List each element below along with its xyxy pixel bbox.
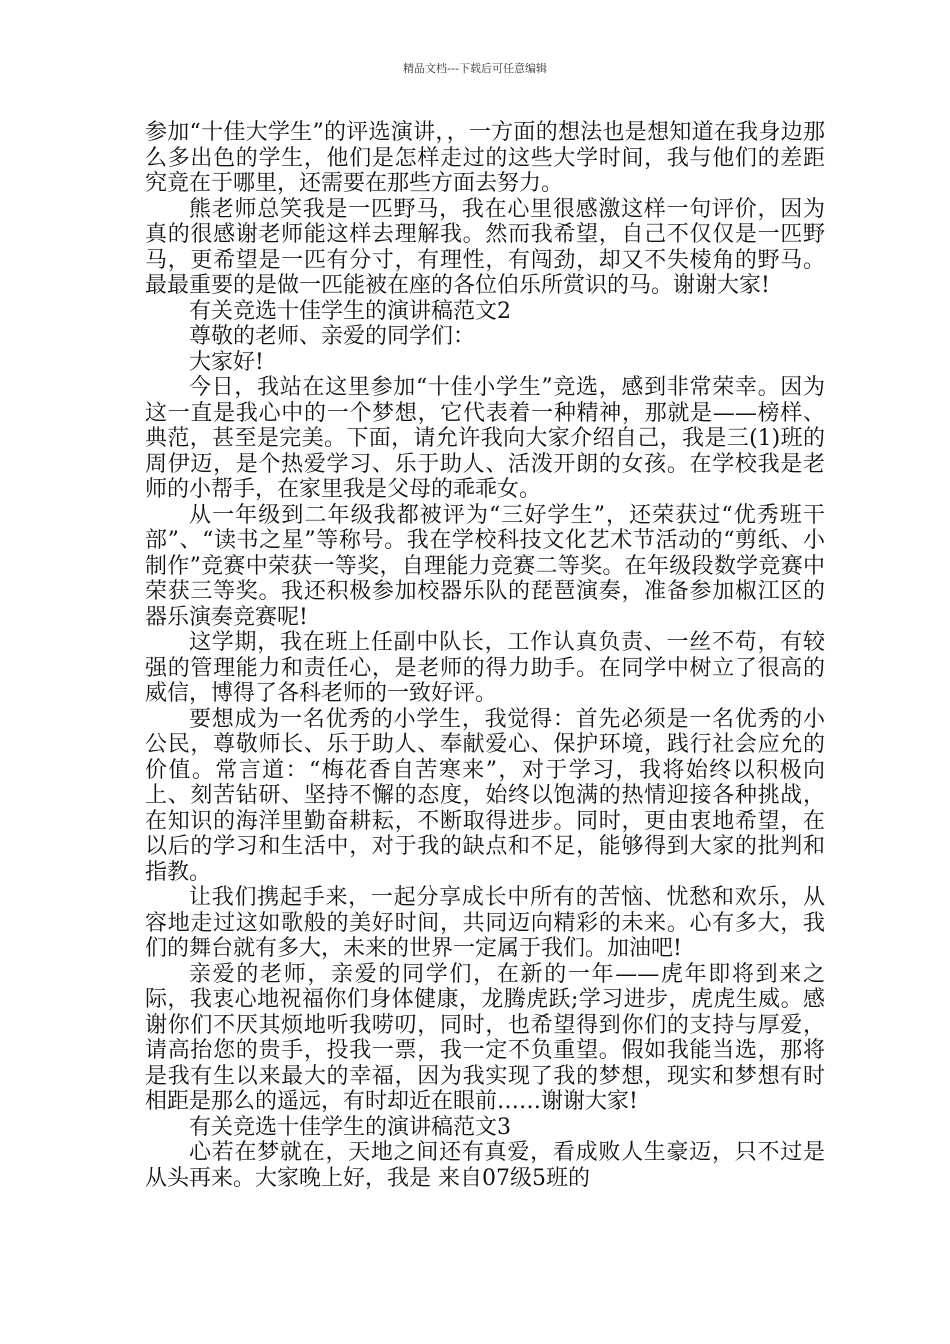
salutation: 尊敬的老师、亲爱的同学们： bbox=[189, 324, 476, 349]
paragraph: 要想成为一名优秀的小学生，我觉得：首先必须是一名优秀的小公民，尊敬师长、乐于助人、奉献爱心、保护环境，践行社会应允的价值。常言道：“梅花香自苦寒来”，对于学习，我将始终以积极向上、刻苦钻研、坚持不懈的态度，始终以饱满的热情迎接各种挑战，在知识的海洋里勤奋耕耘，不断取得进步。同时，更由衷地希望，在以后的学习和生活中，对于我的缺点和不足，能够得到大家的批判和指教。 bbox=[145, 706, 825, 885]
paragraph: 从一年级到二年级我都被评为“三好学生”，还荣获过“优秀班干部”、“读书之星”等称号。我在学校科技文化艺术节活动的“剪纸、小制作”竞赛中荣获一等奖，自理能力竞赛二等奖。在年级段数学竞赛中荣获三等奖。我还积极参加校器乐队的琵琶演奏，准备参加椒江区的器乐演奏竞赛呢! bbox=[145, 502, 825, 630]
greeting: 大家好! bbox=[189, 349, 264, 375]
paragraph: 让我们携起手来，一起分享成长中所有的苦恼、忧愁和欢乐，从容地走过这如歌般的美好时间，共同迈向精彩的未来。心有多大，我们的舞台就有多大，未来的世界一定属于我们。加油吧! bbox=[145, 885, 825, 961]
section-title: 有关竞选十佳学生的演讲稿范文3 bbox=[189, 1114, 511, 1140]
paragraph: 心若在梦就在，天地之间还有真爱，看成败人生豪迈，只不过是从头再来。大家晚上好，我是 来自07级5班的 bbox=[145, 1140, 825, 1191]
document-body bbox=[145, 120, 825, 1191]
paragraph: 这学期，我在班上任副中队长，工作认真负责、一丝不苟，有较强的管理能力和责任心，是老师的得力助手。在同学中树立了很高的威信，博得了各科老师的一致好评。 bbox=[145, 630, 825, 706]
paragraph: 亲爱的老师，亲爱的同学们，在新的一年——虎年即将到来之际，我衷心地祝福你们身体健康，龙腾虎跃;学习进步，虎虎生威。感谢你们不厌其烦地听我唠叨，同时，也希望得到你们的支持与厚爱，请高抬您的贵手，投我一票，我一定不负重望。假如我能当选，那将是我有生以来最大的幸福，因为我实现了我的梦想，现实和梦想有时相距是那么的遥远，有时却近在眼前……谢谢大家! bbox=[145, 961, 825, 1114]
section-title: 有关竞选十佳学生的演讲稿范文2 bbox=[189, 298, 511, 324]
page-header: 精品文档---下载后可任意编辑 bbox=[403, 62, 547, 75]
paragraph: 今日，我站在这里参加“十佳小学生”竞选，感到非常荣幸。因为这一直是我心中的一个梦想，它代表着一种精神，那就是——榜样、典范，甚至是完美。下面，请允许我向大家介绍自己，我是三(1)班的周伊迈，是个热爱学习、乐于助人、活泼开朗的女孩。在学校我是老师的小帮手，在家里我是父母的乖乖女。 bbox=[145, 375, 825, 502]
paragraph: 参加“十佳大学生”的评选演讲，，一方面的想法也是想知道在我身边那么多出色的学生，他们是怎样走过的这些大学时间，我与他们的差距究竟在于哪里，还需要在那些方面去努力。 bbox=[145, 120, 825, 196]
paragraph: 熊老师总笑我是一匹野马，我在心里很感激这样一句评价，因为真的很感谢老师能这样去理解我。然而我希望，自己不仅仅是一匹野马，更希望是一匹有分寸，有理性，有闯劲，却又不失棱角的野马。最最重要的是做一匹能被在座的各位伯乐所赏识的马。谢谢大家! bbox=[145, 196, 825, 298]
